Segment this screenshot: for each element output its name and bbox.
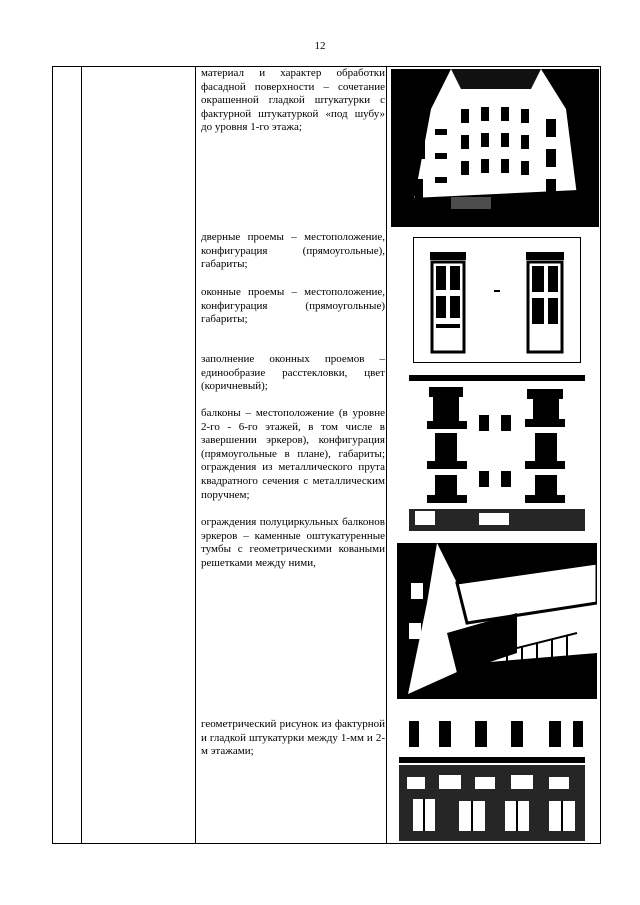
door-window-photo [418,242,576,358]
column-divider [81,67,82,843]
column-divider [195,67,196,843]
courtyard-facade-photo [391,69,599,227]
window-openings-text: оконные проемы – местоположение, конфигурация (прямоугольные) габариты; [201,286,385,326]
bay-balcony-photo [397,543,597,699]
window-fill-text: заполнение оконных проемов – единообразие расстекловки, цвет (коричневый); [201,353,385,393]
door-openings-text: дверные проемы – местоположение, конфигурация (прямоугольные), габариты; [201,231,385,271]
balconies-text: балконы – местоположение (в уровне 2-го - 6-го этажей, в том числе в завершении эркеров), конфигурация (прямоугольные в плане), габариты; ограждения из металлического прута квадратного сечения с металлическим поручнем; [201,407,385,501]
column-divider [386,67,387,843]
door-window-photo-frame [413,237,581,363]
plaster-pattern-text: геометрический рисунок из фактурной и гладкой штукатурки между 1-мм и 2-м этажами; [201,718,385,758]
monuments-table [52,66,601,844]
balconies-photo [409,375,585,531]
page-number: 12 [314,40,326,52]
facade-surface-text: материал и характер обработки фасадной поверхности – сочетание окрашенной гладкой штукатурки с фактурной штукатуркой «под шубу» до уровня 1-го этажа; [201,67,385,134]
plaster-pattern-photo [399,717,585,841]
bay-balcony-railings-text: ограждения полуциркульных балконов эркеров – каменные оштукатуренные тумбы с геометрическими коваными решетками между ними, [201,516,385,569]
